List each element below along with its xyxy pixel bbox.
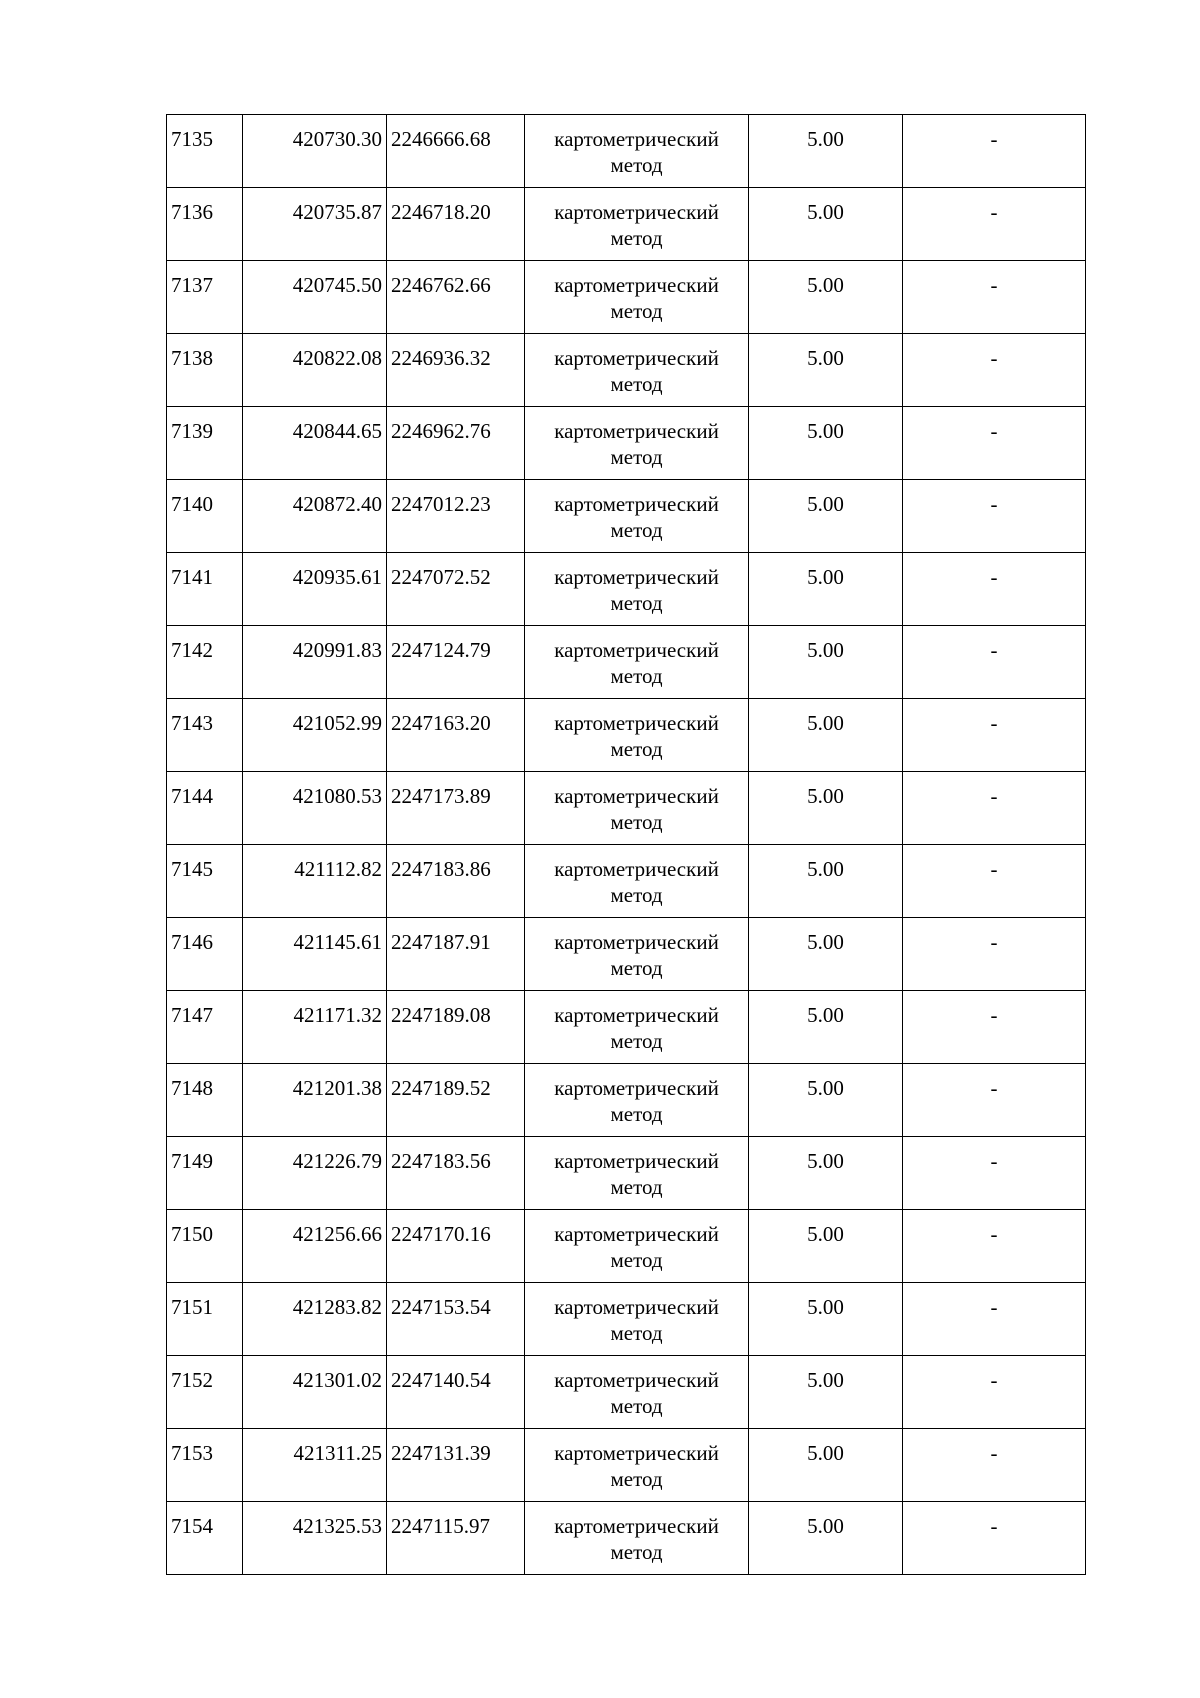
table-row — [167, 772, 1086, 845]
accuracy-cell: 5.00 — [749, 845, 903, 918]
method-line-1: картометрический — [554, 1222, 719, 1246]
x-coordinate-cell: 420935.61 — [243, 553, 387, 626]
point-number-cell: 7144 — [167, 772, 243, 845]
accuracy-cell: 5.00 — [749, 699, 903, 772]
point-number-cell: 7149 — [167, 1137, 243, 1210]
method-line-1: картометрический — [554, 1076, 719, 1100]
description-cell: - — [903, 480, 1086, 553]
method-line-2: метод — [610, 372, 663, 396]
method-line-2: метод — [610, 810, 663, 834]
accuracy-cell: 5.00 — [749, 1283, 903, 1356]
table-body — [167, 115, 1086, 1575]
method-line-1: картометрический — [554, 1149, 719, 1173]
point-number-cell: 7138 — [167, 334, 243, 407]
table-row — [167, 261, 1086, 334]
y-coordinate-cell: 2247183.86 — [387, 845, 525, 918]
method-line-1: картометрический — [554, 784, 719, 808]
accuracy-cell: 5.00 — [749, 1137, 903, 1210]
x-coordinate-cell: 420822.08 — [243, 334, 387, 407]
point-number-cell: 7148 — [167, 1064, 243, 1137]
accuracy-cell: 5.00 — [749, 626, 903, 699]
x-coordinate-cell: 421226.79 — [243, 1137, 387, 1210]
y-coordinate-cell: 2247173.89 — [387, 772, 525, 845]
point-number-cell: 7151 — [167, 1283, 243, 1356]
method-line-2: метод — [610, 883, 663, 907]
description-cell: - — [903, 1064, 1086, 1137]
accuracy-cell: 5.00 — [749, 991, 903, 1064]
method-line-2: метод — [610, 445, 663, 469]
method-line-2: метод — [610, 1248, 663, 1272]
y-coordinate-cell: 2247183.56 — [387, 1137, 525, 1210]
point-number-cell: 7139 — [167, 407, 243, 480]
y-coordinate-cell: 2246962.76 — [387, 407, 525, 480]
method-cell — [525, 188, 749, 261]
table-row — [167, 699, 1086, 772]
x-coordinate-cell: 421201.38 — [243, 1064, 387, 1137]
description-cell: - — [903, 1210, 1086, 1283]
method-line-2: метод — [610, 956, 663, 980]
description-cell: - — [903, 261, 1086, 334]
method-cell — [525, 991, 749, 1064]
method-line-2: метод — [610, 226, 663, 250]
y-coordinate-cell: 2246936.32 — [387, 334, 525, 407]
table-row — [167, 188, 1086, 261]
method-line-2: метод — [610, 1467, 663, 1491]
method-line-1: картометрический — [554, 1003, 719, 1027]
description-cell: - — [903, 845, 1086, 918]
method-cell — [525, 626, 749, 699]
point-number-cell: 7136 — [167, 188, 243, 261]
y-coordinate-cell: 2247189.52 — [387, 1064, 525, 1137]
x-coordinate-cell: 421325.53 — [243, 1502, 387, 1575]
method-cell — [525, 407, 749, 480]
method-line-1: картометрический — [554, 1514, 719, 1538]
accuracy-cell: 5.00 — [749, 407, 903, 480]
table-row — [167, 1137, 1086, 1210]
method-line-1: картометрический — [554, 638, 719, 662]
point-number-cell: 7150 — [167, 1210, 243, 1283]
method-line-2: метод — [610, 1175, 663, 1199]
accuracy-cell: 5.00 — [749, 918, 903, 991]
table-row — [167, 553, 1086, 626]
accuracy-cell: 5.00 — [749, 1356, 903, 1429]
description-cell: - — [903, 991, 1086, 1064]
x-coordinate-cell: 421080.53 — [243, 772, 387, 845]
description-cell: - — [903, 334, 1086, 407]
method-cell — [525, 1064, 749, 1137]
method-line-2: метод — [610, 1029, 663, 1053]
method-line-1: картометрический — [554, 346, 719, 370]
method-cell — [525, 1356, 749, 1429]
method-line-1: картометрический — [554, 857, 719, 881]
description-cell: - — [903, 772, 1086, 845]
table-row — [167, 1210, 1086, 1283]
table-row — [167, 1356, 1086, 1429]
accuracy-cell: 5.00 — [749, 115, 903, 188]
point-number-cell: 7154 — [167, 1502, 243, 1575]
y-coordinate-cell: 2246762.66 — [387, 261, 525, 334]
y-coordinate-cell: 2247153.54 — [387, 1283, 525, 1356]
x-coordinate-cell: 421283.82 — [243, 1283, 387, 1356]
x-coordinate-cell: 420872.40 — [243, 480, 387, 553]
accuracy-cell: 5.00 — [749, 1210, 903, 1283]
table-row — [167, 334, 1086, 407]
method-cell — [525, 772, 749, 845]
method-cell — [525, 1210, 749, 1283]
method-cell — [525, 918, 749, 991]
method-line-1: картометрический — [554, 930, 719, 954]
method-line-1: картометрический — [554, 200, 719, 224]
x-coordinate-cell: 420991.83 — [243, 626, 387, 699]
y-coordinate-cell: 2247163.20 — [387, 699, 525, 772]
point-number-cell: 7137 — [167, 261, 243, 334]
method-line-1: картометрический — [554, 1368, 719, 1392]
y-coordinate-cell: 2247140.54 — [387, 1356, 525, 1429]
method-cell — [525, 1137, 749, 1210]
description-cell: - — [903, 553, 1086, 626]
point-number-cell: 7153 — [167, 1429, 243, 1502]
x-coordinate-cell: 421145.61 — [243, 918, 387, 991]
point-number-cell: 7141 — [167, 553, 243, 626]
method-line-1: картометрический — [554, 711, 719, 735]
y-coordinate-cell: 2247131.39 — [387, 1429, 525, 1502]
point-number-cell: 7140 — [167, 480, 243, 553]
table-row — [167, 1502, 1086, 1575]
method-line-2: метод — [610, 1394, 663, 1418]
point-number-cell: 7152 — [167, 1356, 243, 1429]
method-cell — [525, 480, 749, 553]
point-number-cell: 7142 — [167, 626, 243, 699]
method-line-2: метод — [610, 591, 663, 615]
accuracy-cell: 5.00 — [749, 188, 903, 261]
method-cell — [525, 553, 749, 626]
method-cell — [525, 1429, 749, 1502]
x-coordinate-cell: 421311.25 — [243, 1429, 387, 1502]
y-coordinate-cell: 2246666.68 — [387, 115, 525, 188]
description-cell: - — [903, 1502, 1086, 1575]
x-coordinate-cell: 420745.50 — [243, 261, 387, 334]
x-coordinate-cell: 421052.99 — [243, 699, 387, 772]
table-row — [167, 918, 1086, 991]
table-row — [167, 480, 1086, 553]
y-coordinate-cell: 2246718.20 — [387, 188, 525, 261]
table-row — [167, 626, 1086, 699]
accuracy-cell: 5.00 — [749, 1064, 903, 1137]
method-line-2: метод — [610, 518, 663, 542]
method-line-1: картометрический — [554, 565, 719, 589]
method-line-2: метод — [610, 1102, 663, 1126]
method-cell — [525, 261, 749, 334]
accuracy-cell: 5.00 — [749, 1502, 903, 1575]
table-row — [167, 1064, 1086, 1137]
y-coordinate-cell: 2247124.79 — [387, 626, 525, 699]
description-cell: - — [903, 918, 1086, 991]
method-cell — [525, 1502, 749, 1575]
accuracy-cell: 5.00 — [749, 261, 903, 334]
accuracy-cell: 5.00 — [749, 772, 903, 845]
description-cell: - — [903, 626, 1086, 699]
x-coordinate-cell: 421171.32 — [243, 991, 387, 1064]
accuracy-cell: 5.00 — [749, 1429, 903, 1502]
accuracy-cell: 5.00 — [749, 480, 903, 553]
y-coordinate-cell: 2247012.23 — [387, 480, 525, 553]
table-row — [167, 1283, 1086, 1356]
method-line-1: картометрический — [554, 127, 719, 151]
x-coordinate-cell: 421112.82 — [243, 845, 387, 918]
description-cell: - — [903, 1137, 1086, 1210]
method-line-2: метод — [610, 153, 663, 177]
method-line-2: метод — [610, 1540, 663, 1564]
description-cell: - — [903, 115, 1086, 188]
method-line-1: картометрический — [554, 492, 719, 516]
method-cell — [525, 115, 749, 188]
y-coordinate-cell: 2247170.16 — [387, 1210, 525, 1283]
method-line-1: картометрический — [554, 419, 719, 443]
accuracy-cell: 5.00 — [749, 553, 903, 626]
table-row — [167, 115, 1086, 188]
y-coordinate-cell: 2247189.08 — [387, 991, 525, 1064]
x-coordinate-cell: 420844.65 — [243, 407, 387, 480]
table-row — [167, 845, 1086, 918]
description-cell: - — [903, 1283, 1086, 1356]
method-line-1: картометрический — [554, 273, 719, 297]
method-cell — [525, 334, 749, 407]
x-coordinate-cell: 420730.30 — [243, 115, 387, 188]
point-number-cell: 7143 — [167, 699, 243, 772]
table-row — [167, 1429, 1086, 1502]
description-cell: - — [903, 407, 1086, 480]
description-cell: - — [903, 1429, 1086, 1502]
point-number-cell: 7135 — [167, 115, 243, 188]
method-line-1: картометрический — [554, 1295, 719, 1319]
coordinates-table — [166, 114, 1086, 1575]
method-line-2: метод — [610, 1321, 663, 1345]
description-cell: - — [903, 1356, 1086, 1429]
x-coordinate-cell: 421256.66 — [243, 1210, 387, 1283]
method-line-2: метод — [610, 299, 663, 323]
point-number-cell: 7147 — [167, 991, 243, 1064]
method-line-2: метод — [610, 737, 663, 761]
y-coordinate-cell: 2247072.52 — [387, 553, 525, 626]
method-cell — [525, 699, 749, 772]
method-cell — [525, 1283, 749, 1356]
accuracy-cell: 5.00 — [749, 334, 903, 407]
table-row — [167, 407, 1086, 480]
method-cell — [525, 845, 749, 918]
method-line-1: картометрический — [554, 1441, 719, 1465]
method-line-2: метод — [610, 664, 663, 688]
y-coordinate-cell: 2247187.91 — [387, 918, 525, 991]
point-number-cell: 7145 — [167, 845, 243, 918]
y-coordinate-cell: 2247115.97 — [387, 1502, 525, 1575]
x-coordinate-cell: 421301.02 — [243, 1356, 387, 1429]
table-row — [167, 991, 1086, 1064]
point-number-cell: 7146 — [167, 918, 243, 991]
description-cell: - — [903, 188, 1086, 261]
x-coordinate-cell: 420735.87 — [243, 188, 387, 261]
description-cell: - — [903, 699, 1086, 772]
